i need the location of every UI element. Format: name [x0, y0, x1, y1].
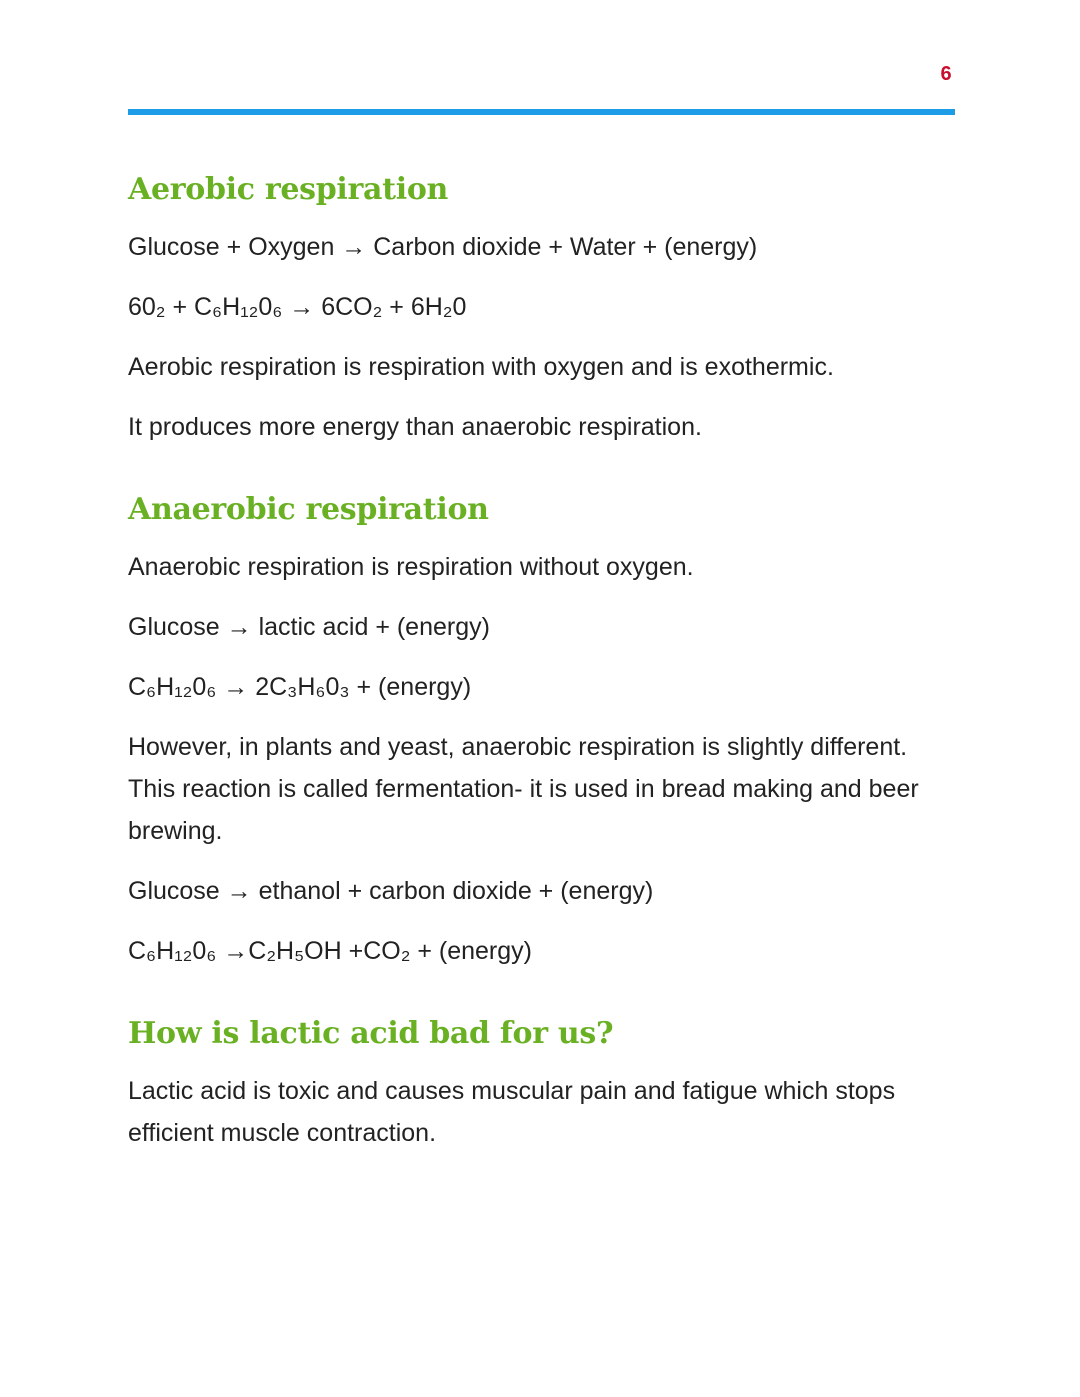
word-equation: Glucose → lactic acid + (energy): [128, 613, 490, 641]
section-anaerobic-respiration: [128, 486, 958, 972]
paragraph: Aerobic respiration is respiration with oxygen and is exothermic.: [128, 353, 834, 381]
section-heading: Anaerobic respiration: [128, 492, 489, 527]
paragraph: However, in plants and yeast, anaerobic respiration is slightly different. This reaction is called fermentation- it is used in bread making and beer brewing.: [128, 733, 919, 845]
section-aerobic-respiration: [128, 166, 958, 448]
word-equation: Glucose → ethanol + carbon dioxide + (energy): [128, 877, 654, 905]
chemical-equation: 60₂ + C₆H₁₂0₆ → 6CO₂ + 6H₂0: [128, 293, 467, 321]
header-rule: [128, 109, 955, 115]
page-number: 6: [940, 63, 952, 85]
paragraph: It produces more energy than anaerobic respiration.: [128, 413, 702, 441]
word-equation: Glucose + Oxygen → Carbon dioxide + Water + (energy): [128, 233, 758, 261]
document-body: [128, 166, 958, 1154]
section-heading: How is lactic acid bad for us?: [128, 1016, 614, 1051]
section-lactic-acid: [128, 1010, 958, 1154]
chemical-equation: C₆H₁₂0₆ → 2C₃H₆0₃ + (energy): [128, 673, 472, 701]
paragraph: Anaerobic respiration is respiration without oxygen.: [128, 553, 694, 581]
paragraph: Lactic acid is toxic and causes muscular pain and fatigue which stops efficient muscle contraction.: [128, 1077, 896, 1147]
chemical-equation: C₆H₁₂0₆ →C₂H₅OH +CO₂ + (energy): [128, 937, 532, 965]
section-heading: Aerobic respiration: [128, 172, 449, 207]
